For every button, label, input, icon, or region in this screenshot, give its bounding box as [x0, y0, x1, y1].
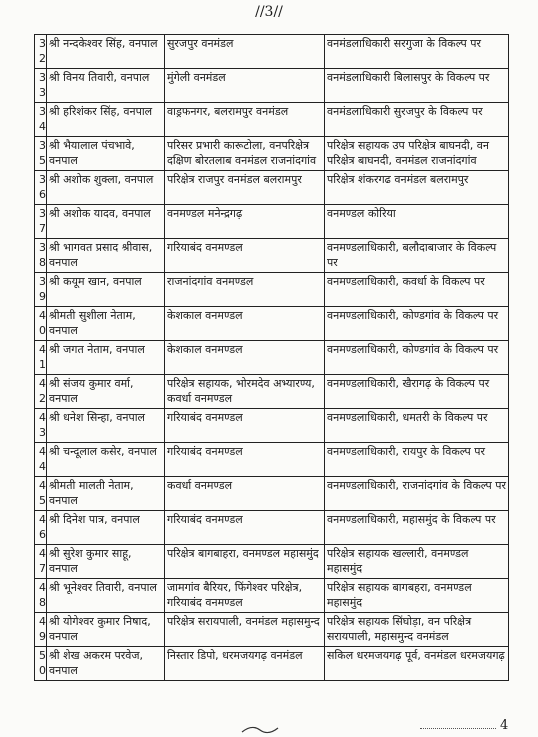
serial-number-cell: 38: [35, 239, 47, 273]
new-posting-cell: वनमण्डल कोरिया: [325, 205, 509, 239]
serial-number-cell: 40: [35, 307, 47, 341]
current-posting-cell: राजनांदगांव वनमण्डल: [165, 273, 325, 307]
new-posting-cell: वनमण्डलाधिकारी, धमतरी के विकल्प पर: [325, 409, 509, 443]
new-posting-cell: वनमण्डलाधिकारी, राजनांदगांव के विकल्प पर: [325, 477, 509, 511]
employee-name-cell: श्रीमती मालती नेताम, वनपाल: [47, 477, 165, 511]
employee-name-cell: श्री योगेश्वर कुमार निषाद, वनपाल: [47, 613, 165, 647]
employee-name-cell: श्री शेख अकरम परवेज, वनपाल: [47, 647, 165, 681]
table-row: [35, 341, 509, 375]
table-row: [35, 375, 509, 409]
serial-number-cell: 35: [35, 137, 47, 171]
table-row: [35, 545, 509, 579]
current-posting-cell: कवर्धा वनमण्डल: [165, 477, 325, 511]
current-posting-cell: गरियाबंद वनमण्डल: [165, 443, 325, 477]
current-posting-cell: गरियाबंद वनमण्डल: [165, 239, 325, 273]
serial-number-cell: 39: [35, 273, 47, 307]
table-row: [35, 307, 509, 341]
table-row: [35, 613, 509, 647]
signature-mark: [240, 722, 280, 736]
current-posting-cell: सुरजपुर वनमंडल: [165, 35, 325, 69]
new-posting-cell: वनमण्डलाधिकारी, महासमुंद के विकल्प पर: [325, 511, 509, 545]
table-row: [35, 35, 509, 69]
new-posting-cell: परिक्षेत्र सहायक खल्लारी, वनमण्डल महासमुंद: [325, 545, 509, 579]
employee-name-cell: श्री नन्दकेश्वर सिंह, वनपाल: [47, 35, 165, 69]
serial-number-cell: 42: [35, 375, 47, 409]
table-row: [35, 647, 509, 681]
new-posting-cell: वनमंडलाधिकारी सुरजपुर के विकल्प पर: [325, 103, 509, 137]
new-posting-cell: वनमंडलाधिकारी बिलासपुर के विकल्प पर: [325, 69, 509, 103]
current-posting-cell: निस्तार डिपो, धरमजयगढ़ वनमंडल: [165, 647, 325, 681]
table-row: [35, 171, 509, 205]
new-posting-cell: परिक्षेत्र सहायक उप परिक्षेत्र बाघनदी, वन परिक्षेत्र बाघनदी, वनमंडल राजनांदगांव: [325, 137, 509, 171]
employee-name-cell: श्री भागवत प्रसाद श्रीवास, वनपाल: [47, 239, 165, 273]
serial-number-cell: 37: [35, 205, 47, 239]
table-row: [35, 69, 509, 103]
serial-number-cell: 46: [35, 511, 47, 545]
current-posting-cell: केशकाल वनमण्डल: [165, 307, 325, 341]
serial-number-cell: 43: [35, 409, 47, 443]
table-row: [35, 511, 509, 545]
table-row: [35, 273, 509, 307]
employee-name-cell: श्री जगत नेताम, वनपाल: [47, 341, 165, 375]
serial-number-cell: 33: [35, 69, 47, 103]
employee-name-cell: श्री अशोक यादव, वनपाल: [47, 205, 165, 239]
table-row: [35, 579, 509, 613]
current-posting-cell: केशकाल वनमण्डल: [165, 341, 325, 375]
table-row: [35, 477, 509, 511]
serial-number-cell: 50: [35, 647, 47, 681]
table-row: [35, 239, 509, 273]
employee-name-cell: श्री भूनेश्वर तिवारी, वनपाल: [47, 579, 165, 613]
serial-number-cell: 49: [35, 613, 47, 647]
serial-number-cell: 48: [35, 579, 47, 613]
new-posting-cell: परिक्षेत्र शंकरगढ वनमंडल बलरामपुर: [325, 171, 509, 205]
serial-number-cell: 44: [35, 443, 47, 477]
current-posting-cell: परिक्षेत्र राजपुर वनमंडल बलरामपुर: [165, 171, 325, 205]
page-header: //3//: [255, 4, 283, 20]
serial-number-cell: 36: [35, 171, 47, 205]
current-posting-cell: परिक्षेत्र बागबाहरा, वनमण्डल महासमुंद: [165, 545, 325, 579]
footer-page-number: 4: [500, 718, 509, 733]
employee-name-cell: श्री चन्दूलाल कसेर, वनपाल: [47, 443, 165, 477]
employee-name-cell: श्री विनय तिवारी, वनपाल: [47, 69, 165, 103]
current-posting-cell: वाड्रफनगर, बलरामपुर वनमंडल: [165, 103, 325, 137]
employee-name-cell: श्री संजय कुमार वर्मा, वनपाल: [47, 375, 165, 409]
current-posting-cell: परिक्षेत्र सहायक, भोरमदेव अभ्यारण्य, कवर्धा वनमण्डल: [165, 375, 325, 409]
employee-name-cell: श्रीमती सुशीला नेताम, वनपाल: [47, 307, 165, 341]
new-posting-cell: वनमण्डलाधिकारी, कोण्डगांव के विकल्प पर: [325, 307, 509, 341]
table-row: [35, 443, 509, 477]
serial-number-cell: 45: [35, 477, 47, 511]
new-posting-cell: परिक्षेत्र सहायक सिंघोड़ा, वन परिक्षेत्र सरायपाली, महासमुन्द वनमंडल: [325, 613, 509, 647]
serial-number-cell: 41: [35, 341, 47, 375]
employee-name-cell: श्री कयूम खान, वनपाल: [47, 273, 165, 307]
current-posting-cell: गरियाबंद वनमण्डल: [165, 511, 325, 545]
new-posting-cell: वनमण्डलाधिकारी, खैरागढ़ के विकल्प पर: [325, 375, 509, 409]
serial-number-cell: 32: [35, 35, 47, 69]
employee-name-cell: श्री दिनेश पात्र, वनपाल: [47, 511, 165, 545]
new-posting-cell: वनमंडलाधिकारी सरगुजा के विकल्प पर: [325, 35, 509, 69]
employee-name-cell: श्री सुरेश कुमार साहू, वनपाल: [47, 545, 165, 579]
new-posting-cell: सकिल धरमजयगढ़ पूर्व, वनमंडल धरमजयगढ़: [325, 647, 509, 681]
employee-name-cell: श्री भैयालाल पंचभावे, वनपाल: [47, 137, 165, 171]
new-posting-cell: वनमण्डलाधिकारी, कोण्डगांव के विकल्प पर: [325, 341, 509, 375]
footer-dotted-line: [420, 728, 496, 729]
current-posting-cell: वनमण्डल मनेन्द्रगढ़: [165, 205, 325, 239]
table-row: [35, 103, 509, 137]
employee-name-cell: श्री धनेश सिन्हा, वनपाल: [47, 409, 165, 443]
serial-number-cell: 47: [35, 545, 47, 579]
employee-name-cell: श्री अशोक शुक्ला, वनपाल: [47, 171, 165, 205]
new-posting-cell: वनमण्डलाधिकारी, रायपुर के विकल्प पर: [325, 443, 509, 477]
serial-number-cell: 34: [35, 103, 47, 137]
table-row: [35, 205, 509, 239]
employee-name-cell: श्री हरिशंकर सिंह, वनपाल: [47, 103, 165, 137]
transfer-table: [34, 34, 509, 681]
new-posting-cell: वनमण्डलाधिकारी, कवर्धा के विकल्प पर: [325, 273, 509, 307]
current-posting-cell: गरियाबंद वनमण्डल: [165, 409, 325, 443]
table-row: [35, 137, 509, 171]
current-posting-cell: परिसर प्रभारी कारूटोला, वनपरिक्षेत्र दक्षिण बोरतलाब वनमंडल राजनांदगांव: [165, 137, 325, 171]
current-posting-cell: मुंगेली वनमंडल: [165, 69, 325, 103]
current-posting-cell: जामगांव बैरियर, फिंगेश्वर परिक्षेत्र, गरियाबंद वनमण्डल: [165, 579, 325, 613]
current-posting-cell: परिक्षेत्र सरायपाली, वनमंडल महासमुन्द: [165, 613, 325, 647]
table-row: [35, 409, 509, 443]
new-posting-cell: वनमण्डलाधिकारी, बलौदाबाजार के विकल्प पर: [325, 239, 509, 273]
new-posting-cell: परिक्षेत्र सहायक बागबहरा, वनमण्डल महासमुंद: [325, 579, 509, 613]
